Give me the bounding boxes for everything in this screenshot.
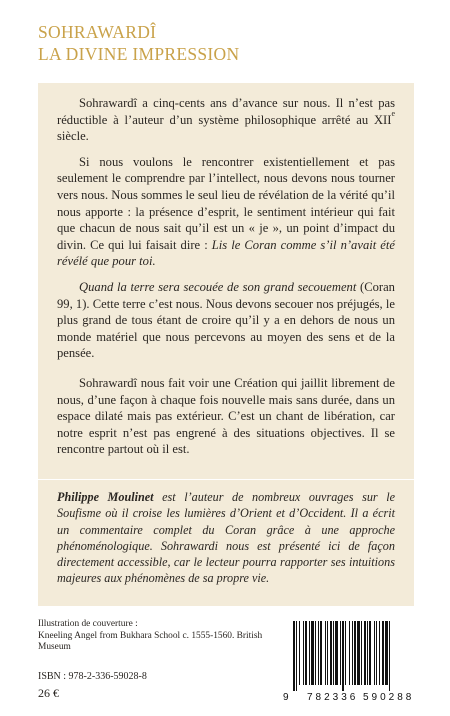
title-author-name: SOHRAWARDÎ bbox=[38, 22, 157, 42]
barcode bbox=[283, 617, 423, 707]
barcode-bar bbox=[330, 621, 332, 685]
credit-heading: Illustration de couverture : bbox=[38, 619, 138, 629]
barcode-bar bbox=[315, 621, 316, 685]
barcode-bar bbox=[361, 621, 362, 685]
barcode-bar bbox=[382, 621, 384, 685]
barcode-bar bbox=[367, 621, 368, 685]
blurb-paragraph-1: Sohrawardî a cinq-cents ans d’avance sur nous. Il n’est pas réductible à l’auteur d’un système philosophique arrêté au XIIe siècle. bbox=[57, 96, 395, 144]
barcode-bar bbox=[385, 621, 388, 685]
barcode-bar bbox=[340, 621, 341, 685]
barcode-bars-icon bbox=[293, 621, 421, 691]
barcode-bar bbox=[303, 621, 304, 685]
barcode-bar bbox=[320, 621, 322, 685]
barcode-bar bbox=[376, 621, 377, 685]
section-divider bbox=[38, 479, 414, 480]
barcode-bar bbox=[389, 621, 390, 691]
barcode-bar bbox=[364, 621, 366, 685]
author-name: Philippe Moulinet bbox=[57, 490, 154, 504]
blurb-paragraph-3: Quand la terre sera secouée de son grand secouement (Coran 99, 1). Cette terre c’est nous. Nous devons secouer nos préjugés, le plus grand de tous étant de croire qu’il y a en dehors de nous un monde matériel que nous percevons au moyen des sens et de la pensée. bbox=[57, 279, 395, 361]
barcode-bar bbox=[293, 621, 295, 691]
barcode-bar bbox=[318, 621, 319, 685]
barcode-bar bbox=[349, 621, 350, 685]
barcode-bar bbox=[374, 621, 375, 685]
barcode-bar bbox=[379, 621, 380, 685]
blurb-paragraph-4: Sohrawardî nous fait voir une Création qui jaillit librement de nous, d’une façon à chaque fois nouvelle mais sans durée, dans un espace dilaté mais pas extérieur. C’est un chant de libération, car notre esprit n’est pas engrené à des situations objectives. Il se rencontre partout où il est. bbox=[57, 375, 395, 457]
barcode-bar bbox=[309, 621, 310, 685]
barcode-bar bbox=[327, 621, 328, 685]
barcode-left-digits: 782336 bbox=[307, 692, 359, 703]
isbn-number: ISBN : 978-2-336-59028-8 bbox=[38, 671, 147, 682]
barcode-right-digits: 590288 bbox=[363, 692, 415, 703]
author-bio: Philippe Moulinet est l’auteur de nombreux ouvrages sur le Soufisme où il croise les lumières d’Orient et d’Occident. Il a écrit un commentaire complet du Coran grâce à une approche phénoménologique. Sohrawardi nous est présenté ici de façon directement accessible, car le lecteur pourra rapporter ses intuitions majeures aux phénomènes de sa propre vie. bbox=[57, 490, 395, 586]
barcode-bar bbox=[325, 621, 326, 685]
back-cover-panel bbox=[38, 83, 414, 606]
barcode-bar bbox=[354, 621, 356, 685]
book-title bbox=[38, 21, 239, 65]
barcode-bar bbox=[333, 621, 334, 685]
barcode-bar bbox=[335, 621, 338, 685]
barcode-bar bbox=[299, 621, 300, 685]
barcode-bar bbox=[357, 621, 360, 685]
barcode-bar bbox=[342, 621, 344, 691]
barcode-bar bbox=[311, 621, 314, 685]
blurb-text bbox=[57, 95, 395, 467]
title-subtitle: LA DIVINE IMPRESSION bbox=[38, 44, 240, 64]
barcode-bar bbox=[296, 621, 297, 691]
barcode-bar bbox=[345, 621, 346, 685]
barcode-bar bbox=[305, 621, 307, 685]
price-label: 26 € bbox=[38, 686, 59, 700]
blurb-paragraph-2: Si nous voulons le rencontrer existentiellement et pas seulement le comprendre par l’intellect, nous devons nous tourner vers nous. Nous sommes le seul lieu de révélation de la vérité qu’il nous apporte : la présence d’esprit, le sentiment intérieur qui fait que chacun de nous sait qu’il est un « je », un point d’impact du divin. Ce qui lui faisait dire : Lis le Coran comme s’il n’avait été révélé que pour toi. bbox=[57, 154, 395, 269]
credit-text: Kneeling Angel from Bukhara School c. 1555-1560. British Museum bbox=[38, 630, 263, 653]
barcode-lead-digit: 9 bbox=[283, 692, 289, 703]
barcode-bar bbox=[369, 621, 371, 685]
illustration-credit bbox=[38, 619, 278, 654]
barcode-bar bbox=[352, 621, 353, 685]
